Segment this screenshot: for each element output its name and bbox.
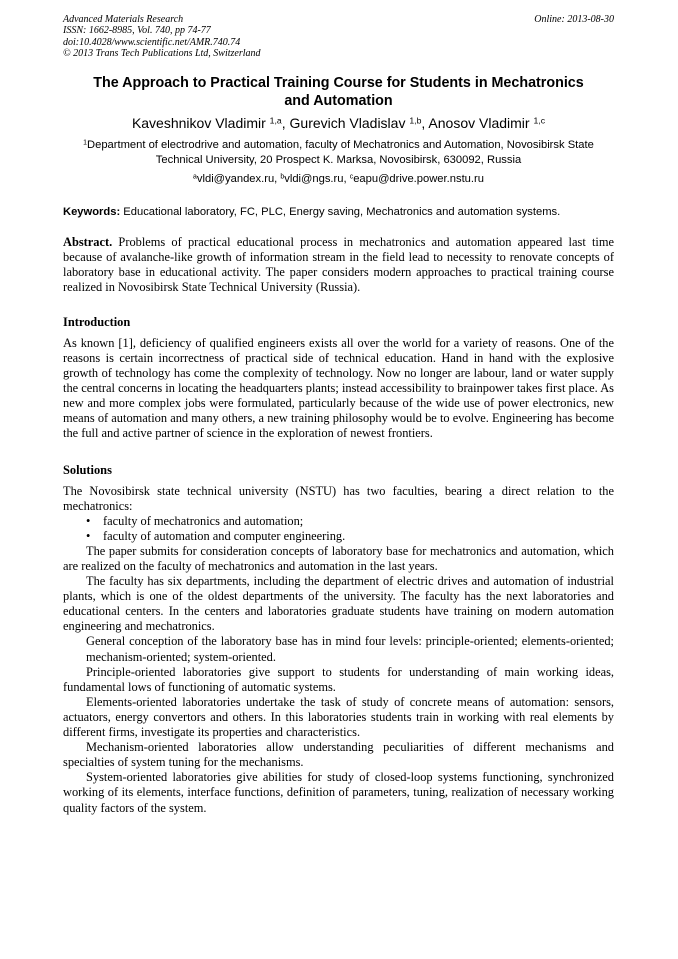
journal-header: [63, 14, 614, 59]
paragraph: The faculty has six departments, including the department of electric drives and automation of industrial plants, which is one of the oldest departments of the university. The faculty has the next laboratories and educational centers. In the centers and laboratories graduate students have training on modern automation engineering and mechatronics.: [63, 574, 614, 634]
author-separator: ,: [421, 115, 429, 132]
paper-title: [63, 74, 614, 110]
abstract-text: Problems of practical educational process in mechatronics and automation appeared last time because of avalanche-like growth of information stream in the field lead to necessity to renovate concepts of laboratory base in educational activity. The paper considers modern approaches to practical training course realized in Novosibirsk State Technical University (Russia).: [63, 234, 614, 294]
paragraph: General conception of the laboratory base has in mind four levels: principle-oriented; elements-oriented; mechanism-oriented; system-oriented.: [86, 634, 614, 664]
author-list: [63, 114, 614, 132]
journal-name: Advanced Materials Research: [63, 14, 184, 25]
abstract-label: Abstract.: [63, 234, 113, 249]
affiliation: [63, 138, 614, 167]
email-address[interactable]: vldi@yandex.ru: [196, 173, 275, 185]
list-item: [86, 513, 614, 529]
issn-line: ISSN: 1662-8985, Vol. 740, pp 74-77: [63, 25, 211, 37]
list-item-text: faculty of mechatronics and automation;: [103, 513, 304, 528]
author-name: Gurevich Vladislav: [289, 115, 410, 132]
email-address[interactable]: vldi@ngs.ru: [284, 173, 344, 185]
email-list: [63, 172, 614, 186]
affiliation-mark: 1: [83, 139, 88, 147]
affiliation-text: Department of electrodrive and automation, faculty of Mechatronics and Automation, Novosibirsk State Technical University, 20 Prospect K. Marksa, Novosibirsk, 630092, Russia: [87, 139, 594, 166]
copyright-line: © 2013 Trans Tech Publications Ltd, Switzerland: [63, 47, 261, 59]
title-line-1: The Approach to Practical Training Course for Students in Mechatronics: [93, 75, 584, 92]
author-affil-mark: 1,c: [533, 115, 546, 126]
list-item: [86, 528, 614, 544]
bullet-icon: •: [86, 513, 91, 528]
author-separator: ,: [281, 115, 290, 132]
abstract: [63, 235, 614, 295]
author-name: Kaveshnikov Vladimir: [131, 115, 270, 132]
paragraph: Mechanism-oriented laboratories allow understanding peculiarities of different mechanisms and specialties of system tuning for the mechanisms.: [63, 740, 614, 770]
doi-line[interactable]: doi:10.4028/www.scientific.net/AMR.740.74: [63, 36, 241, 48]
email-mark: a: [193, 173, 197, 181]
section-heading-introduction: Introduction: [63, 314, 131, 329]
email-mark: b: [280, 173, 285, 181]
email-address[interactable]: eapu@drive.power.nstu.ru: [353, 173, 484, 185]
paper-page: [63, 14, 614, 816]
paragraph: Elements-oriented laboratories undertake the task of study of concrete means of automation: sensors, actuators, energy convertors and others. In this laboratories students train in working with real elements by different firms, investigate its properties and characteristics.: [63, 694, 614, 740]
email-separator: ,: [343, 173, 350, 185]
introduction-paragraph: As known [1], deficiency of qualified engineers exists all over the world for a variety of reasons. One of the reasons is certain incorrectness of practical side of technical education. Hand in hand with the explosive growth of technology has come the complexity of technology. Now no longer are labour, land or water supply the central concerns in locating the headquarters plants; instead accessibility to brainpower takes first place. As new and more complex jobs were formulated, particularly because of the wide use of power electronics, new means of automation and many others, a new training philosophy would be to evolve. Engineering has become the full and active partner of science in the exploration of newest frontiers.: [63, 335, 614, 441]
author-affil-mark: 1,b: [409, 115, 422, 126]
email-mark: c: [349, 173, 354, 181]
keywords: [63, 205, 614, 220]
title-line-2: and Automation: [284, 93, 393, 110]
email-separator: ,: [274, 173, 281, 185]
paragraph: Principle-oriented laboratories give support to students for understanding of main working ideas, fundamental lows of functioning of automatic systems.: [63, 664, 614, 694]
author-affil-mark: 1,a: [269, 115, 282, 126]
section-heading-solutions: Solutions: [63, 462, 112, 477]
keywords-label: Keywords:: [63, 206, 121, 218]
solutions-intro: The Novosibirsk state technical university (NSTU) has two faculties, bearing a direct relation to the mechatronics:: [63, 483, 614, 513]
keywords-text: Educational laboratory, FC, PLC, Energy saving, Mechatronics and automation systems.: [120, 206, 561, 218]
list-item-text: faculty of automation and computer engineering.: [103, 528, 346, 543]
paragraph: System-oriented laboratories give abilities for study of closed-loop systems functioning, synchronized working of its elements, interface functions, definition of parameters, tuning, realization of necessary working quality factors of the system.: [63, 770, 614, 815]
online-date: Online: 2013-08-30: [534, 14, 614, 25]
faculty-list: [63, 514, 614, 544]
bullet-icon: •: [86, 528, 91, 543]
paragraph: The paper submits for consideration concepts of laboratory base for mechatronics and automation, which are realized on the faculty of mechatronics and automation in the last years.: [63, 543, 614, 573]
author-name: Anosov Vladimir: [428, 115, 534, 132]
